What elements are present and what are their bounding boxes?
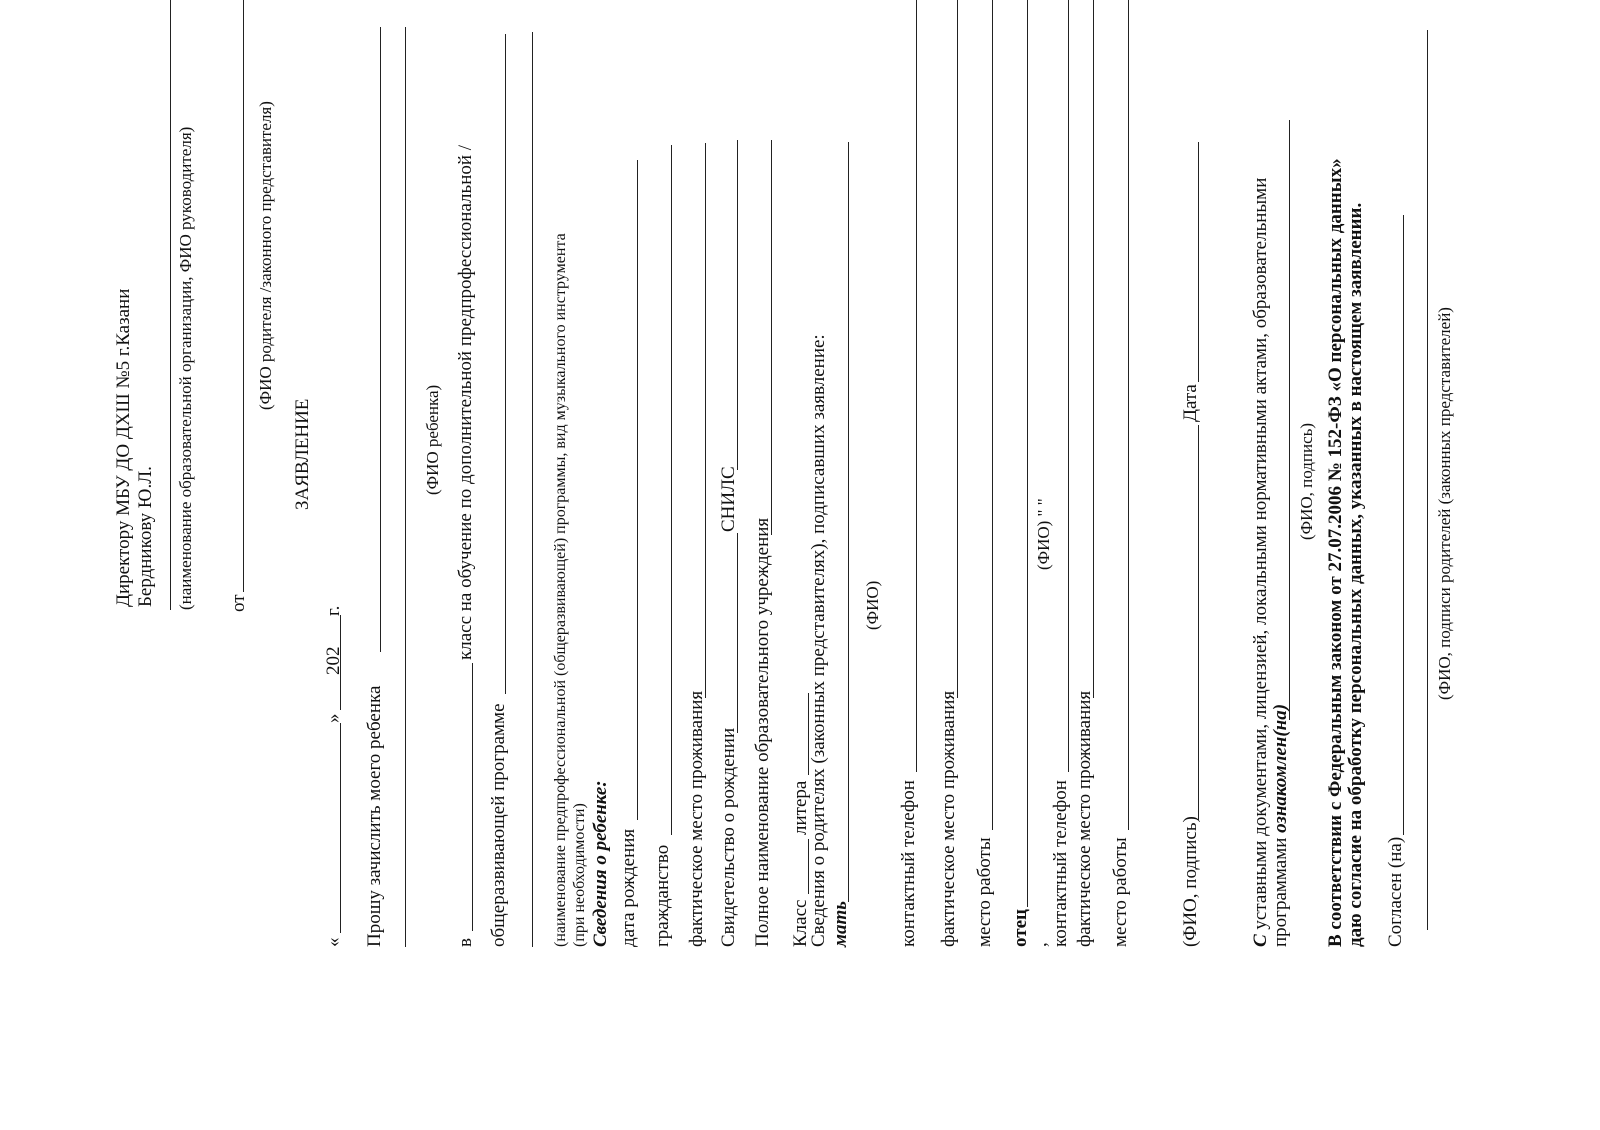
father-fio-caption: (ФИО) " " (1034, 498, 1053, 570)
mother-work-line[interactable] (992, 0, 993, 830)
father-residence-label: фактическое место проживания (1074, 690, 1095, 947)
director-name: Бердникову Ю.Л. (135, 466, 156, 607)
request-text: Прошу зачислить моего ребенка (364, 685, 385, 947)
child-name-line-2[interactable] (405, 27, 406, 947)
birth-date-label: дата рождения (618, 828, 639, 947)
acquaint-sign-line[interactable] (1289, 120, 1290, 720)
birth-cert-line[interactable] (737, 533, 738, 733)
year-suffix: г. (323, 605, 344, 616)
mother-residence-line[interactable] (957, 0, 958, 698)
program-caption-2: (при необходимости) (571, 803, 588, 947)
father-work-line[interactable] (1128, 0, 1129, 830)
father-comma: , (1030, 942, 1051, 947)
parents-sign-caption: (ФИО, подписи родителей (законных представителей) (1435, 307, 1454, 700)
father-residence-line[interactable] (1093, 0, 1094, 698)
date-label: Дата (1180, 384, 1201, 422)
year-line[interactable] (340, 619, 341, 644)
residence-line[interactable] (705, 143, 706, 698)
in-label: в (455, 938, 476, 947)
from-label: от (228, 594, 249, 612)
date-day-line[interactable] (340, 723, 341, 933)
class-label: Класс (790, 899, 811, 947)
father-name-line[interactable] (1027, 0, 1028, 907)
residence-label: фактическое место проживания (686, 690, 707, 947)
program-line-2[interactable] (532, 32, 533, 947)
acquainted-label: ознакомлен(на) (1270, 703, 1291, 833)
acquaint-c: С (1250, 934, 1271, 947)
class-number-line[interactable] (472, 663, 473, 931)
father-phone-label: контактный телефон (1050, 780, 1071, 947)
fio-sign-line[interactable] (1198, 425, 1199, 820)
program-line[interactable] (505, 34, 506, 694)
director-line: Директору МБУ ДО ДХШ №5 г.Казани (113, 288, 134, 607)
child-name-line[interactable] (380, 27, 381, 652)
parent-caption: (ФИО родителя /законного представителя) (256, 101, 275, 410)
consent-line-2: даю согласие на обработку персональных данных, указанных в настоящем заявлении. (1345, 202, 1366, 947)
mother-work-label: место работы (974, 837, 995, 947)
date-open-quote: « (323, 937, 344, 947)
mother-name-line[interactable] (848, 142, 849, 902)
snils-line[interactable] (737, 140, 738, 470)
consent-line-1: В соответствии с Федеральным законом от 27.07.2006 № 152-ФЗ «О персональных данных» (1325, 158, 1346, 947)
acquaint-rest: уставными документами, лицензией, локальными нормативными актами, образовательными (1250, 177, 1271, 935)
program-text: общеразвивающей программе (488, 703, 509, 947)
letter-label: литера (790, 780, 811, 835)
acquaint-sign-caption: (ФИО, подпись) (1297, 422, 1316, 540)
school-name-label: Полное наименование образовательного учреждения (752, 517, 773, 947)
agree-line-2[interactable] (1427, 30, 1428, 930)
mother-label: мать (830, 901, 851, 947)
child-caption: (ФИО ребенка) (423, 384, 442, 495)
mother-phone-line[interactable] (916, 0, 917, 772)
father-label: отец (1010, 909, 1031, 947)
acquaint-line2 (1270, 704, 1292, 947)
child-info-heading: Сведения о ребенке: (590, 780, 611, 947)
org-line (170, 0, 171, 610)
father-work-label: место работы (1110, 837, 1131, 947)
acquaint-programs: программами (1270, 832, 1291, 947)
acquaint-text (1250, 178, 1272, 947)
agree-label: Согласен (на) (1385, 836, 1406, 947)
class-text: класс на обучение по дополнительной предпрофессиональной / (455, 144, 476, 660)
date-close-quote: » (323, 713, 344, 723)
mother-fio-caption: (ФИО) (863, 580, 882, 630)
snils-label: СНИЛС (718, 466, 739, 532)
year-prefix: 202 (323, 646, 344, 675)
father-phone-line[interactable] (1068, 0, 1069, 772)
birth-cert-label: Свидетельство о рождении (718, 727, 739, 947)
citizenship-line[interactable] (671, 145, 672, 835)
org-caption: (наименование образовательной организации, ФИО руководителя) (176, 126, 195, 610)
citizenship-label: гражданство (652, 844, 673, 947)
agree-line[interactable] (1403, 215, 1404, 835)
parents-heading: Сведения о родителях (законных представителях), подписавших заявление: (808, 334, 829, 947)
mother-phone-label: контактный телефон (898, 780, 919, 947)
date-sign-line[interactable] (1198, 142, 1199, 382)
mother-residence-label: фактическое место проживания (938, 690, 959, 947)
from-line[interactable] (243, 0, 244, 592)
fio-sign-label: (ФИО, подпись) (1180, 816, 1201, 947)
program-caption: (наименование предпрофессиональной (общеразвивающей) программы, вид музыкального инструмента (552, 233, 569, 947)
birth-date-line[interactable] (637, 160, 638, 820)
school-name-line[interactable] (771, 140, 772, 535)
page-title: ЗАЯВЛЕНИЕ (292, 398, 313, 510)
